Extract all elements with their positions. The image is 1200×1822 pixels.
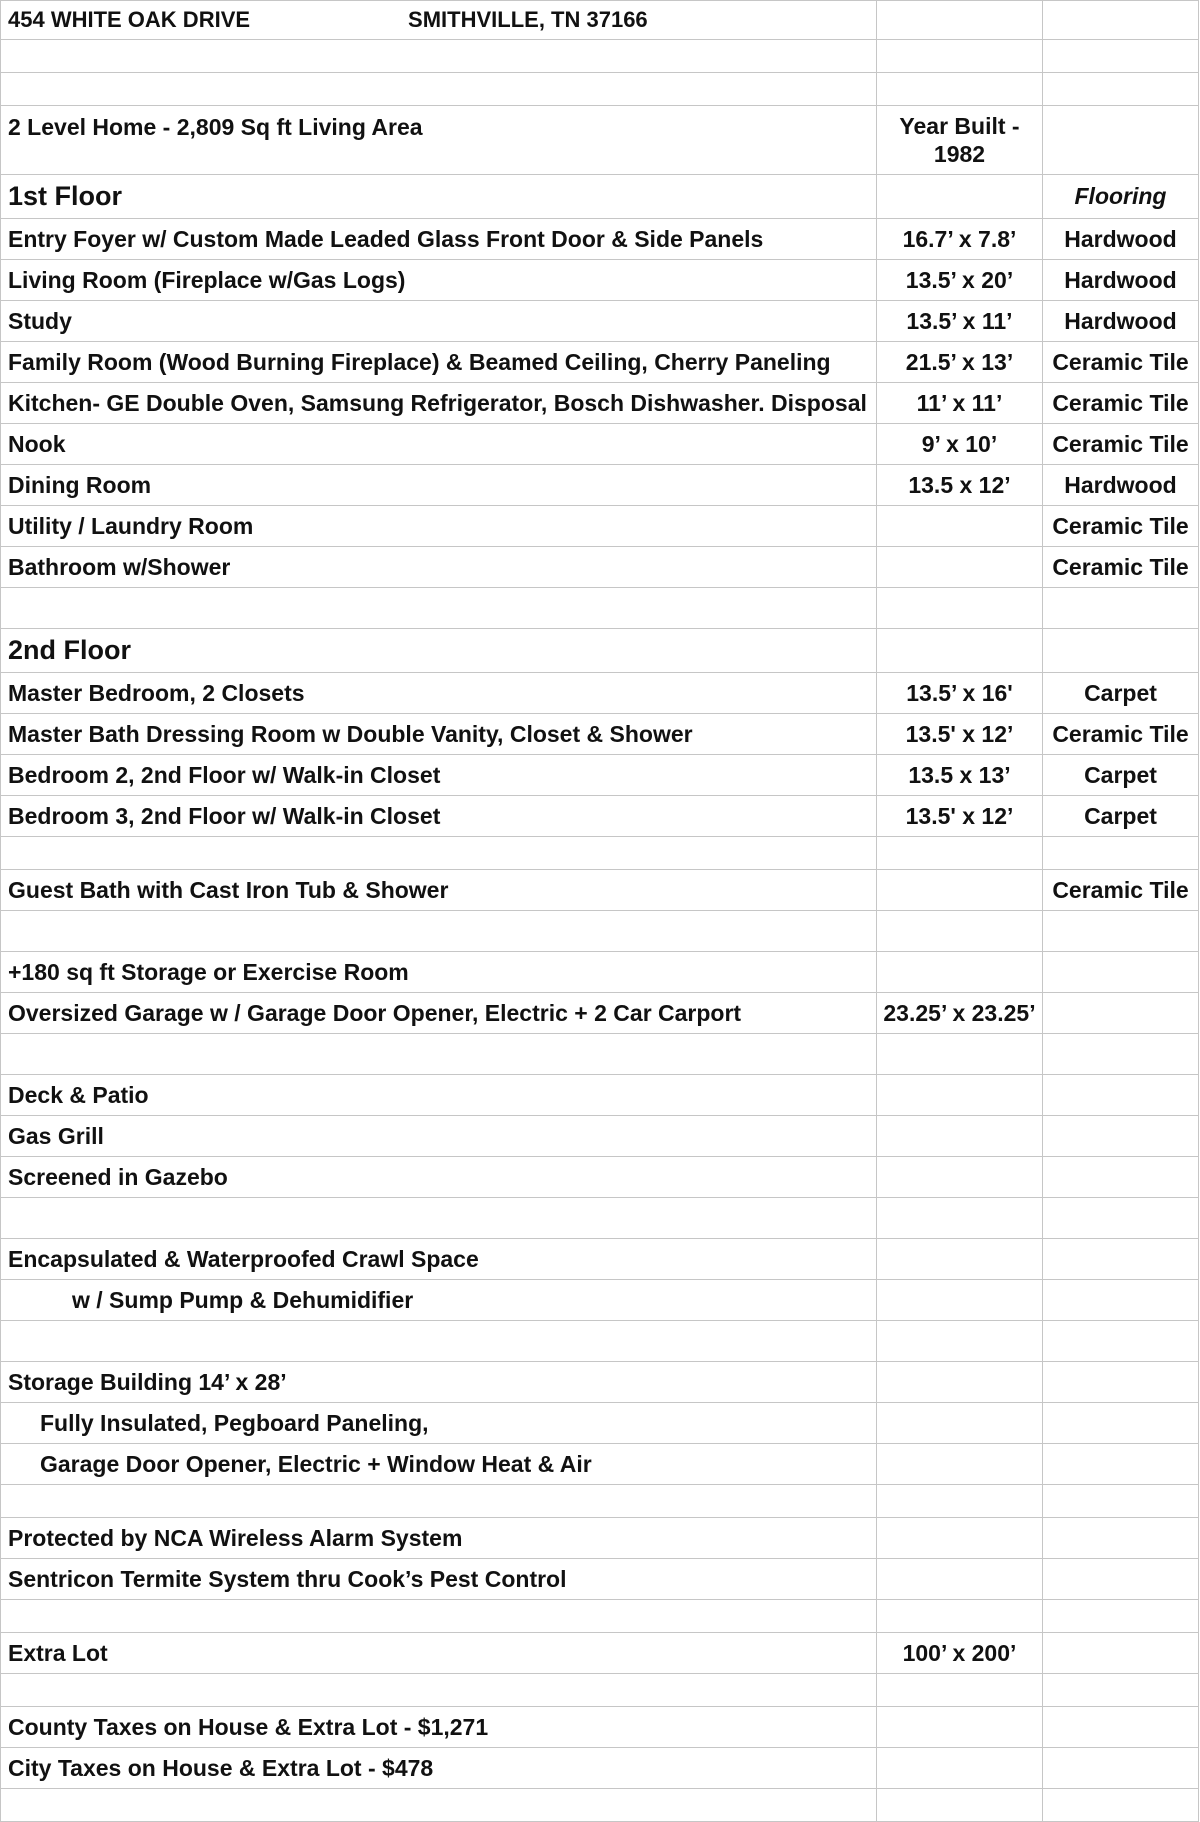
feature-row <box>1 1157 1199 1198</box>
crawl-space: Encapsulated & Waterproofed Crawl Space <box>1 1239 877 1280</box>
empty-cell <box>877 40 1043 73</box>
feature-row <box>1 1116 1199 1157</box>
room-name: Family Room (Wood Burning Fireplace) & Beamed Ceiling, Cherry Paneling <box>1 342 877 383</box>
empty-cell <box>1043 1321 1199 1362</box>
address-row <box>1 1 1199 40</box>
empty-cell <box>877 911 1043 952</box>
tax-row <box>1 1748 1199 1789</box>
empty-cell <box>1043 1116 1199 1157</box>
empty-cell <box>1 1600 877 1633</box>
floor1-header-row <box>1 175 1199 219</box>
empty-cell <box>1 40 877 73</box>
floor2-header-row <box>1 629 1199 673</box>
empty-cell <box>1043 1444 1199 1485</box>
empty-cell <box>877 588 1043 629</box>
blank-row <box>1 73 1199 106</box>
room-dimensions: 16.7’ x 7.8’ <box>877 219 1043 260</box>
street-address: 454 WHITE OAK DRIVE <box>8 7 251 32</box>
summary-row <box>1 106 1199 175</box>
empty-cell <box>1043 1239 1199 1280</box>
empty-cell <box>877 1600 1043 1633</box>
empty-cell <box>1043 1789 1199 1822</box>
empty-cell <box>1043 73 1199 106</box>
empty-cell <box>1 1485 877 1518</box>
empty-cell <box>877 837 1043 870</box>
blank-row <box>1 1485 1199 1518</box>
termite-system: Sentricon Termite System thru Cook’s Pest Control <box>1 1559 877 1600</box>
room-flooring: Ceramic Tile <box>1043 547 1199 588</box>
empty-cell <box>1043 1633 1199 1674</box>
blank-row <box>1 1198 1199 1239</box>
empty-cell <box>1 1789 877 1822</box>
room-name: Bathroom w/Shower <box>1 547 877 588</box>
storage-building-detail-text: Garage Door Opener, Electric + Window Heat & Air <box>40 1450 592 1477</box>
room-row <box>1 673 1199 714</box>
room-name: Living Room (Fireplace w/Gas Logs) <box>1 260 877 301</box>
empty-cell <box>1043 837 1199 870</box>
empty-cell <box>877 1444 1043 1485</box>
empty-cell <box>877 1707 1043 1748</box>
empty-cell <box>877 175 1043 219</box>
room-row <box>1 796 1199 837</box>
empty-cell <box>1 837 877 870</box>
empty-cell <box>1043 1403 1199 1444</box>
blank-row <box>1 837 1199 870</box>
feature-row <box>1 1559 1199 1600</box>
blank-row <box>1 1789 1199 1822</box>
room-dimensions: 13.5’ x 20’ <box>877 260 1043 301</box>
empty-cell <box>877 1280 1043 1321</box>
feature-row <box>1 1280 1199 1321</box>
empty-cell <box>1043 993 1199 1034</box>
garage-dimensions: 23.25’ x 23.25’ <box>877 993 1043 1034</box>
empty-cell <box>1043 1198 1199 1239</box>
room-flooring: Ceramic Tile <box>1043 424 1199 465</box>
floor1-title: 1st Floor <box>1 175 877 219</box>
room-row <box>1 219 1199 260</box>
empty-cell <box>877 1034 1043 1075</box>
empty-cell <box>1043 1748 1199 1789</box>
room-name: Master Bath Dressing Room w Double Vanity, Closet & Shower <box>1 714 877 755</box>
empty-cell <box>1043 588 1199 629</box>
empty-cell <box>1043 1518 1199 1559</box>
empty-cell <box>877 1321 1043 1362</box>
feature-row <box>1 1239 1199 1280</box>
blank-row <box>1 1674 1199 1707</box>
empty-cell <box>877 1198 1043 1239</box>
room-flooring: Ceramic Tile <box>1043 506 1199 547</box>
storage-building: Storage Building 14’ x 28’ <box>1 1362 877 1403</box>
year-built: Year Built - 1982 <box>877 106 1043 175</box>
extra-lot-dimensions: 100’ x 200’ <box>877 1633 1043 1674</box>
empty-cell <box>877 1157 1043 1198</box>
garage-name: Oversized Garage w / Garage Door Opener, Electric + 2 Car Carport <box>1 993 877 1034</box>
room-row <box>1 506 1199 547</box>
room-flooring: Hardwood <box>1043 219 1199 260</box>
empty-cell <box>1 1034 877 1075</box>
empty-cell <box>877 870 1043 911</box>
room-flooring: Carpet <box>1043 796 1199 837</box>
room-row <box>1 301 1199 342</box>
storage-building-detail-text: Fully Insulated, Pegboard Paneling, <box>40 1409 429 1436</box>
room-row <box>1 547 1199 588</box>
room-flooring: Hardwood <box>1043 465 1199 506</box>
room-name: Kitchen- GE Double Oven, Samsung Refrigerator, Bosch Dishwasher. Disposal <box>1 383 877 424</box>
empty-cell <box>1 1321 877 1362</box>
city-state-zip: SMITHVILLE, TN 37166 <box>408 7 648 32</box>
empty-cell <box>1043 1157 1199 1198</box>
empty-cell <box>1043 1280 1199 1321</box>
empty-cell <box>1043 1707 1199 1748</box>
flooring-header: Flooring <box>1043 175 1199 219</box>
room-flooring: Hardwood <box>1043 301 1199 342</box>
empty-cell <box>1043 1600 1199 1633</box>
empty-cell <box>877 1403 1043 1444</box>
room-flooring: Carpet <box>1043 673 1199 714</box>
room-dimensions: 13.5’ x 11’ <box>877 301 1043 342</box>
outdoor-feature: Deck & Patio <box>1 1075 877 1116</box>
storage-building-detail <box>1 1444 877 1485</box>
guest-bath-name: Guest Bath with Cast Iron Tub & Shower <box>1 870 877 911</box>
feature-row <box>1 1444 1199 1485</box>
empty-cell <box>877 1075 1043 1116</box>
room-row <box>1 424 1199 465</box>
empty-cell <box>1043 952 1199 993</box>
empty-cell <box>877 629 1043 673</box>
empty-cell <box>877 1116 1043 1157</box>
empty-cell <box>1 911 877 952</box>
blank-row <box>1 1321 1199 1362</box>
room-row <box>1 383 1199 424</box>
empty-cell <box>1043 1034 1199 1075</box>
room-flooring: Ceramic Tile <box>1043 383 1199 424</box>
crawl-space-detail <box>1 1280 877 1321</box>
empty-cell <box>877 1518 1043 1559</box>
room-dimensions <box>877 506 1043 547</box>
blank-row <box>1 588 1199 629</box>
alarm-system: Protected by NCA Wireless Alarm System <box>1 1518 877 1559</box>
room-flooring: Ceramic Tile <box>1043 714 1199 755</box>
room-name: Utility / Laundry Room <box>1 506 877 547</box>
crawl-space-detail-text: w / Sump Pump & Dehumidifier <box>72 1286 414 1313</box>
empty-cell <box>1043 911 1199 952</box>
empty-cell <box>1043 1362 1199 1403</box>
empty-cell <box>877 1674 1043 1707</box>
room-flooring: Hardwood <box>1043 260 1199 301</box>
empty-cell <box>1043 1075 1199 1116</box>
room-row <box>1 755 1199 796</box>
room-name: Study <box>1 301 877 342</box>
empty-cell <box>877 73 1043 106</box>
room-dimensions: 11’ x 11’ <box>877 383 1043 424</box>
feature-row <box>1 1075 1199 1116</box>
room-dimensions: 13.5 x 13’ <box>877 755 1043 796</box>
empty-cell <box>877 1789 1043 1822</box>
room-dimensions: 13.5' x 12’ <box>877 714 1043 755</box>
room-dimensions: 21.5’ x 13’ <box>877 342 1043 383</box>
room-name: Nook <box>1 424 877 465</box>
room-dimensions: 9’ x 10’ <box>877 424 1043 465</box>
outdoor-feature: Gas Grill <box>1 1116 877 1157</box>
empty-cell <box>1 1674 877 1707</box>
feature-row <box>1 1403 1199 1444</box>
address-cell <box>1 1 877 40</box>
empty-cell <box>877 1362 1043 1403</box>
city-taxes: City Taxes on House & Extra Lot - $478 <box>1 1748 877 1789</box>
feature-row <box>1 952 1199 993</box>
tax-row <box>1 1707 1199 1748</box>
feature-row <box>1 1633 1199 1674</box>
feature-row <box>1 1362 1199 1403</box>
room-row <box>1 714 1199 755</box>
empty-cell <box>877 1485 1043 1518</box>
room-name: Master Bedroom, 2 Closets <box>1 673 877 714</box>
empty-cell <box>1 1198 877 1239</box>
feature-row <box>1 993 1199 1034</box>
feature-row <box>1 1518 1199 1559</box>
room-dimensions <box>877 547 1043 588</box>
empty-cell <box>1043 1674 1199 1707</box>
storage-building-detail <box>1 1403 877 1444</box>
empty-cell <box>1043 629 1199 673</box>
empty-cell <box>1043 1 1199 40</box>
blank-row <box>1 40 1199 73</box>
empty-cell <box>877 1 1043 40</box>
room-flooring: Carpet <box>1043 755 1199 796</box>
empty-cell <box>1043 40 1199 73</box>
room-dimensions: 13.5 x 12’ <box>877 465 1043 506</box>
room-name: Bedroom 2, 2nd Floor w/ Walk-in Closet <box>1 755 877 796</box>
room-row <box>1 465 1199 506</box>
room-name: Entry Foyer w/ Custom Made Leaded Glass Front Door & Side Panels <box>1 219 877 260</box>
empty-cell <box>1 588 877 629</box>
room-row <box>1 260 1199 301</box>
outdoor-feature: Screened in Gazebo <box>1 1157 877 1198</box>
blank-row <box>1 1034 1199 1075</box>
room-row <box>1 870 1199 911</box>
room-dimensions: 13.5’ x 16' <box>877 673 1043 714</box>
empty-cell <box>877 952 1043 993</box>
floor2-title: 2nd Floor <box>1 629 877 673</box>
storage-room: +180 sq ft Storage or Exercise Room <box>1 952 877 993</box>
blank-row <box>1 1600 1199 1633</box>
room-row <box>1 342 1199 383</box>
empty-cell <box>877 1559 1043 1600</box>
empty-cell <box>1043 1559 1199 1600</box>
empty-cell <box>1 73 877 106</box>
empty-cell <box>1043 1485 1199 1518</box>
blank-row <box>1 911 1199 952</box>
room-name: Bedroom 3, 2nd Floor w/ Walk-in Closet <box>1 796 877 837</box>
room-name: Dining Room <box>1 465 877 506</box>
empty-cell <box>1043 106 1199 175</box>
extra-lot: Extra Lot <box>1 1633 877 1674</box>
empty-cell <box>877 1239 1043 1280</box>
county-taxes: County Taxes on House & Extra Lot - $1,271 <box>1 1707 877 1748</box>
room-dimensions: 13.5' x 12’ <box>877 796 1043 837</box>
guest-bath-flooring: Ceramic Tile <box>1043 870 1199 911</box>
home-summary: 2 Level Home - 2,809 Sq ft Living Area <box>1 106 877 175</box>
empty-cell <box>877 1748 1043 1789</box>
room-flooring: Ceramic Tile <box>1043 342 1199 383</box>
